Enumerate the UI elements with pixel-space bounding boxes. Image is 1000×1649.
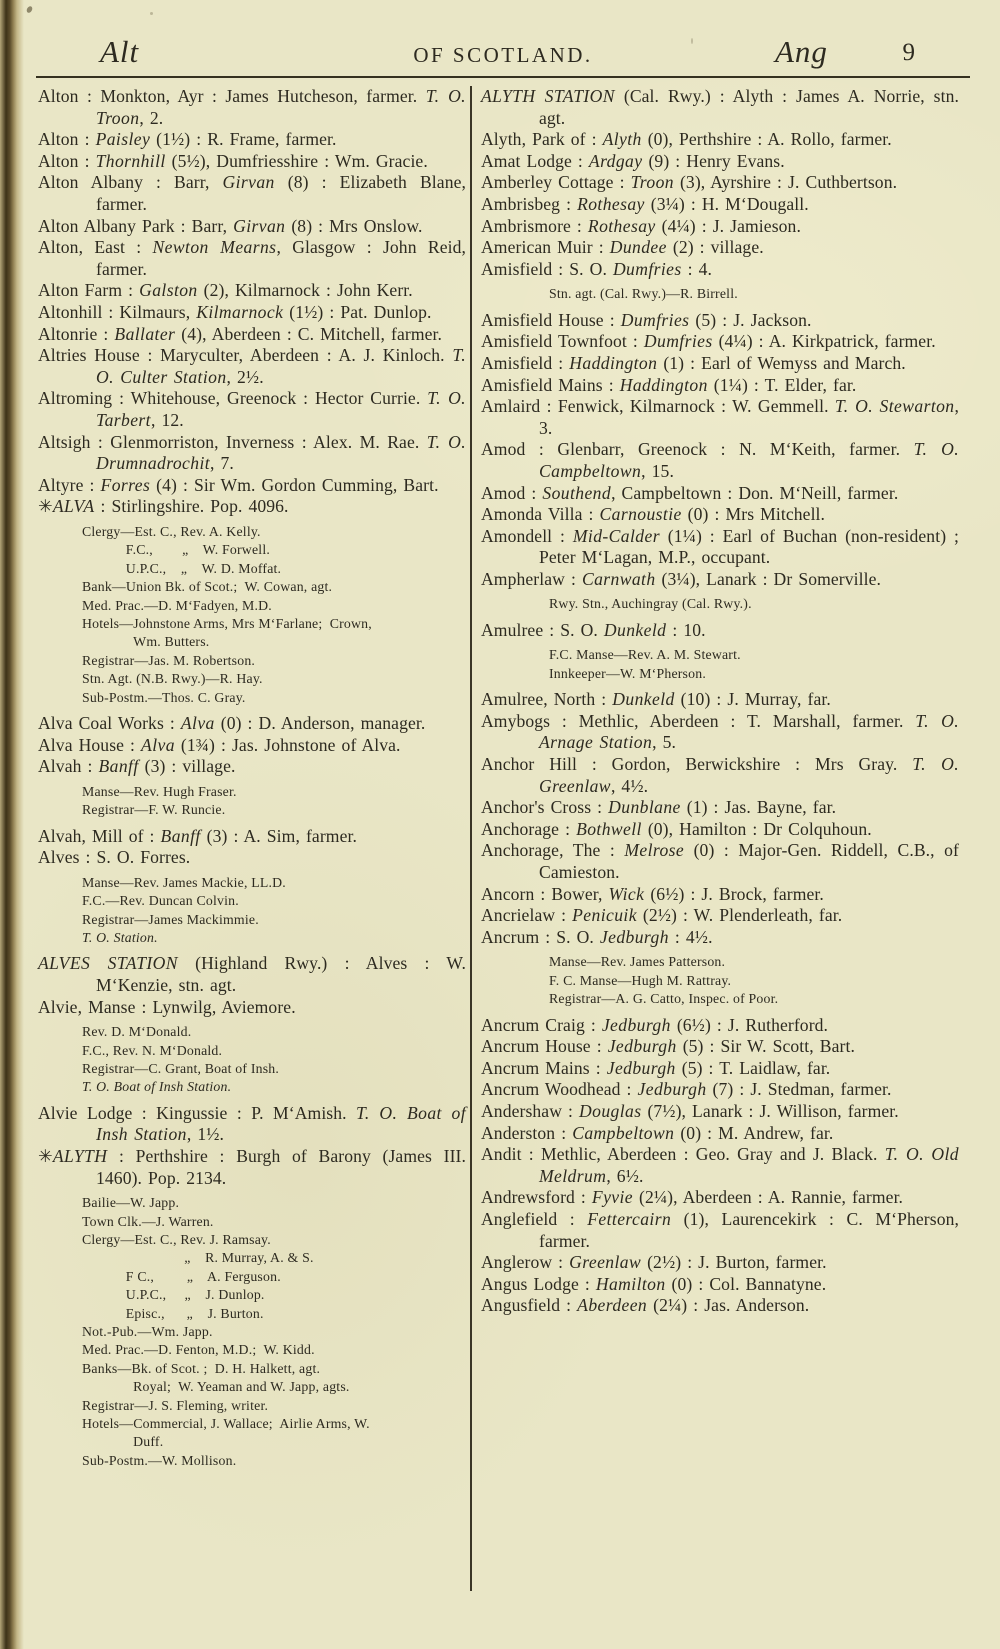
detail-line: F.C. Manse—Rev. A. M. Stewart.: [549, 647, 741, 663]
directory-entry: Alyth, Park of : Alyth (0), Perthshire : A. Rollo, farmer.: [481, 129, 892, 150]
directory-entry: Amisfield : Haddington (1) : Earl of Wemyss and March.: [481, 352, 906, 373]
detail-line: Episc., „ J. Burton.: [82, 1305, 264, 1321]
directory-entry: Altonhill : Kilmaurs, Kilmarnock (1½) : Pat. Dunlop.: [38, 301, 432, 322]
detail-line: F.C., Rev. N. M‘Donald.: [82, 1042, 223, 1058]
detail-line: Bank—Union Bk. of Scot.; W. Cowan, agt.: [82, 579, 333, 595]
directory-entry: ✳ALYTH : Perthshire : Burgh of Barony (James III. 1460). Pop. 2134.: [38, 1145, 466, 1188]
directory-entry: Angus Lodge : Hamilton (0) : Col. Bannatyne.: [481, 1273, 827, 1294]
detail-line: Stn. agt. (Cal. Rwy.)—R. Birrell.: [549, 286, 738, 302]
directory-entry: Ambrismore : Rothesay (4¼) : J. Jamieson.: [481, 215, 801, 236]
directory-entry: Ancrum Craig : Jedburgh (6½) : J. Rutherford.: [481, 1014, 829, 1035]
detail-line: Wm. Butters.: [82, 634, 210, 650]
directory-entry: Anglerow : Greenlaw (2½) : J. Burton, farmer.: [481, 1252, 827, 1273]
detail-line: F.C.—Rev. Duncan Colvin.: [82, 893, 239, 909]
directory-entry: Amybogs : Methlic, Aberdeen : T. Marshall, farmer. T. O. Arnage Station, 5.: [481, 710, 959, 753]
directory-entry: Ancrielaw : Penicuik (2½) : W. Plenderleath, far.: [481, 905, 843, 926]
book-gutter-edge: [0, 0, 24, 1649]
detail-line: U.P.C., „ J. Dunlop.: [82, 1287, 265, 1303]
directory-entry: Altonrie : Ballater (4), Aberdeen : C. Mitchell, farmer.: [38, 323, 443, 344]
entry-details: [82, 1023, 466, 1097]
detail-line: Sub-Postm.—Thos. C. Gray.: [82, 689, 246, 705]
detail-line: Registrar—J. S. Fleming, writer.: [82, 1397, 269, 1413]
detail-line: Stn. Agt. (N.B. Rwy.)—R. Hay.: [82, 671, 263, 687]
directory-entry: Alvah, Mill of : Banff (3) : A. Sim, farmer.: [38, 825, 357, 846]
directory-entry: Amondell : Mid-Calder (1¼) : Earl of Buchan (non-resident) ; Peter M‘Lagan, M.P., occupant.: [481, 525, 959, 568]
detail-line: T. O. Boat of Insh Station.: [82, 1079, 232, 1095]
detail-line: Med. Prac.—D. M‘Fadyen, M.D.: [82, 597, 272, 613]
entry-details: [82, 1194, 466, 1470]
directory-entry: Altsigh : Glenmorriston, Inverness : Alex. M. Rae. T. O. Drumnadrochit, 7.: [38, 431, 466, 474]
directory-entry: Amod : Glenbarr, Greenock : N. M‘Keith, farmer. T. O. Campbeltown, 15.: [481, 439, 959, 481]
directory-entry: Alton Albany : Barr, Girvan (8) : Elizabeth Blane, farmer.: [38, 172, 467, 214]
detail-line: Manse—Rev. James Mackie, LL.D.: [82, 874, 286, 890]
detail-line: Clergy—Est. C., Rev. J. Ramsay.: [82, 1231, 271, 1247]
detail-line: Registrar—Jas. M. Robertson.: [82, 652, 256, 668]
directory-entry: Anchorage, The : Melrose (0) : Major-Gen. Riddell, C.B., of Camieston.: [481, 840, 959, 883]
detail-line: „ R. Murray, A. & S.: [82, 1250, 314, 1266]
directory-entry: Altries House : Maryculter, Aberdeen : A. J. Kinloch. T. O. Culter Station, 2½.: [38, 345, 466, 387]
entry-details: [549, 595, 959, 613]
right-column: [470, 86, 959, 1591]
directory-entry: Anderston : Campbeltown (0) : M. Andrew, far.: [481, 1122, 834, 1143]
detail-line: Hotels—Johnstone Arms, Mrs M‘Farlane; Crown,: [82, 615, 372, 631]
detail-line: Med. Prac.—D. Fenton, M.D.; W. Kidd.: [82, 1342, 315, 1358]
directory-entry: Amisfield Mains : Haddington (1¼) : T. Elder, far.: [481, 374, 857, 395]
detail-line: Registrar—C. Grant, Boat of Insh.: [82, 1060, 280, 1076]
detail-line: Registrar—F. W. Runcie.: [82, 802, 226, 818]
directory-entry: Anglefield : Fettercairn (1), Laurencekirk : C. M‘Pherson, farmer.: [481, 1208, 959, 1251]
directory-entry: Alvie, Manse : Lynwilg, Aviemore.: [38, 996, 296, 1017]
detail-line: F C., „ A. Ferguson.: [82, 1268, 281, 1284]
page-title: OF SCOTLAND.: [413, 43, 593, 67]
detail-line: Not.-Pub.—Wm. Japp.: [82, 1323, 213, 1339]
directory-entry: Alves : S. O. Forres.: [38, 847, 191, 868]
directory-entry: Ampherlaw : Carnwath (3¼), Lanark : Dr Somerville.: [481, 568, 882, 589]
directory-entry: Amberley Cottage : Troon (3), Ayrshire : J. Cuthbertson.: [481, 172, 898, 193]
directory-entry: ALYTH STATION (Cal. Rwy.) : Alyth : James A. Norrie, stn. agt.: [481, 86, 959, 128]
detail-line: Hotels—Commercial, J. Wallace; Airlie Arms, W.: [82, 1416, 370, 1431]
entry-details: [549, 953, 959, 1008]
directory-entry: Ancrum : S. O. Jedburgh : 4½.: [481, 926, 713, 947]
directory-entry: Amonda Villa : Carnoustie (0) : Mrs Mitchell.: [481, 504, 826, 525]
directory-entry: Alvie Lodge : Kingussie : P. M‘Amish. T. O. Boat of Insh Station, 1½.: [38, 1102, 466, 1145]
catchword-left: Alt: [100, 34, 140, 69]
detail-line: Sub-Postm.—W. Mollison.: [82, 1452, 237, 1468]
header-rule: [36, 76, 970, 78]
left-column: [38, 86, 466, 1476]
detail-line: Innkeeper—W. M‘Pherson.: [549, 665, 706, 681]
entry-details: [82, 523, 466, 707]
detail-line: Registrar—James Mackimmie.: [82, 911, 259, 927]
paper-speck: [26, 5, 34, 14]
directory-entry: Angusfield : Aberdeen (2¼) : Jas. Anderson.: [481, 1295, 810, 1316]
directory-entry: Ancrum Mains : Jedburgh (5) : T. Laidlaw, far.: [481, 1057, 831, 1078]
page-number: 9: [902, 39, 915, 66]
directory-entry: Amod : Southend, Campbeltown : Don. M‘Neill, farmer.: [481, 482, 899, 503]
paper-speck: [150, 12, 153, 15]
detail-line: Clergy—Est. C., Rev. A. Kelly.: [82, 523, 261, 539]
directory-entry: Alton : Paisley (1½) : R. Frame, farmer.: [38, 129, 337, 150]
directory-entry: Amulree, North : Dunkeld (10) : J. Murray, far.: [481, 689, 831, 710]
directory-entry: Andrewsford : Fyvie (2¼), Aberdeen : A. Rannie, farmer.: [481, 1187, 904, 1208]
directory-entry: Alton, East : Newton Mearns, Glasgow : John Reid, farmer.: [38, 237, 466, 279]
detail-line: Bailie—W. Japp.: [82, 1195, 180, 1211]
directory-entry: Anchor's Cross : Dunblane (1) : Jas. Bayne, far.: [481, 797, 837, 818]
directory-entry: Andershaw : Douglas (7½), Lanark : J. Willison, farmer.: [481, 1101, 899, 1121]
directory-entry: Amisfield Townfoot : Dumfries (4¼) : A. Kirkpatrick, farmer.: [481, 331, 936, 352]
directory-entry: Alva Coal Works : Alva (0) : D. Anderson, manager.: [38, 712, 426, 733]
directory-entry: Ancrum Woodhead : Jedburgh (7) : J. Stedman, farmer.: [481, 1079, 892, 1100]
detail-line: Manse—Rev. Hugh Fraser.: [82, 783, 237, 799]
detail-line: Registrar—A. G. Catto, Inspec. of Poor.: [549, 991, 779, 1007]
directory-entry: Alton : Thornhill (5½), Dumfriesshire : Wm. Gracie.: [38, 150, 428, 171]
detail-line: F.C., „ W. Forwell.: [82, 542, 271, 558]
directory-entry: Andit : Methlic, Aberdeen : Geo. Gray and J. Black. T. O. Old Meldrum, 6½.: [481, 1144, 959, 1186]
directory-entry: Amisfield : S. O. Dumfries : 4.: [481, 258, 713, 279]
directory-entry: Alton Albany Park : Barr, Girvan (8) : Mrs Onslow.: [38, 215, 423, 236]
directory-entry: Alton Farm : Galston (2), Kilmarnock : John Kerr.: [38, 280, 413, 301]
directory-entry: Amlaird : Fenwick, Kilmarnock : W. Gemmell. T. O. Stewarton, 3.: [481, 396, 960, 438]
directory-entry: Amisfield House : Dumfries (5) : J. Jackson.: [481, 309, 812, 330]
detail-line: T. O. Station.: [82, 929, 158, 945]
detail-line: Rev. D. M‘Donald.: [82, 1024, 192, 1040]
directory-entry: Ancrum House : Jedburgh (5) : Sir W. Scott, Bart.: [481, 1036, 855, 1057]
detail-line: Royal; W. Yeaman and W. Japp, agts.: [82, 1379, 350, 1395]
directory-entry: Ancorn : Bower, Wick (6½) : J. Brock, farmer.: [481, 883, 824, 904]
entry-details: [82, 874, 466, 948]
directory-entry: Altyre : Forres (4) : Sir Wm. Gordon Cumming, Bart.: [38, 474, 439, 495]
entry-details: [82, 783, 466, 820]
detail-line: Manse—Rev. James Patterson.: [549, 954, 726, 970]
directory-entry: ALVES STATION (Highland Rwy.) : Alves : W. M‘Kenzie, stn. agt.: [38, 953, 466, 995]
detail-line: F. C. Manse—Hugh M. Rattray.: [549, 972, 732, 988]
directory-entry: ✳ALVA : Stirlingshire. Pop. 4096.: [38, 496, 289, 517]
detail-line: Rwy. Stn., Auchingray (Cal. Rwy.).: [549, 596, 752, 612]
page-header: [38, 34, 968, 78]
text-columns: [38, 86, 968, 1591]
directory-entry: Alva House : Alva (1¾) : Jas. Johnstone of Alva.: [38, 734, 401, 755]
directory-entry: Anchor Hill : Gordon, Berwickshire : Mrs Gray. T. O. Greenlaw, 4½.: [481, 754, 959, 796]
detail-line: Town Clk.—J. Warren.: [82, 1213, 214, 1229]
detail-line: Banks—Bk. of Scot. ; D. H. Halkett, agt.: [82, 1360, 321, 1376]
directory-entry: Ambrisbeg : Rothesay (3¼) : H. M‘Dougall.: [481, 193, 809, 214]
detail-line: U.P.C., „ W. D. Moffat.: [82, 560, 282, 576]
directory-entry: Alton : Monkton, Ayr : James Hutcheson, farmer. T. O. Troon, 2.: [38, 86, 466, 128]
detail-line: Duff.: [82, 1434, 164, 1450]
directory-entry: Altroming : Whitehouse, Greenock : Hector Currie. T. O. Tarbert, 12.: [38, 388, 466, 430]
entry-details: [549, 285, 959, 303]
directory-entry: Amat Lodge : Ardgay (9) : Henry Evans.: [481, 150, 785, 171]
catchword-right: Ang: [775, 34, 828, 69]
entry-details: [549, 646, 959, 683]
directory-entry: Anchorage : Bothwell (0), Hamilton : Dr Colquhoun.: [481, 818, 872, 839]
directory-entry: Alvah : Banff (3) : village.: [38, 756, 236, 777]
paper-speck: [691, 38, 693, 44]
directory-entry: American Muir : Dundee (2) : village.: [481, 237, 764, 258]
directory-entry: Amulree : S. O. Dunkeld : 10.: [481, 619, 706, 640]
